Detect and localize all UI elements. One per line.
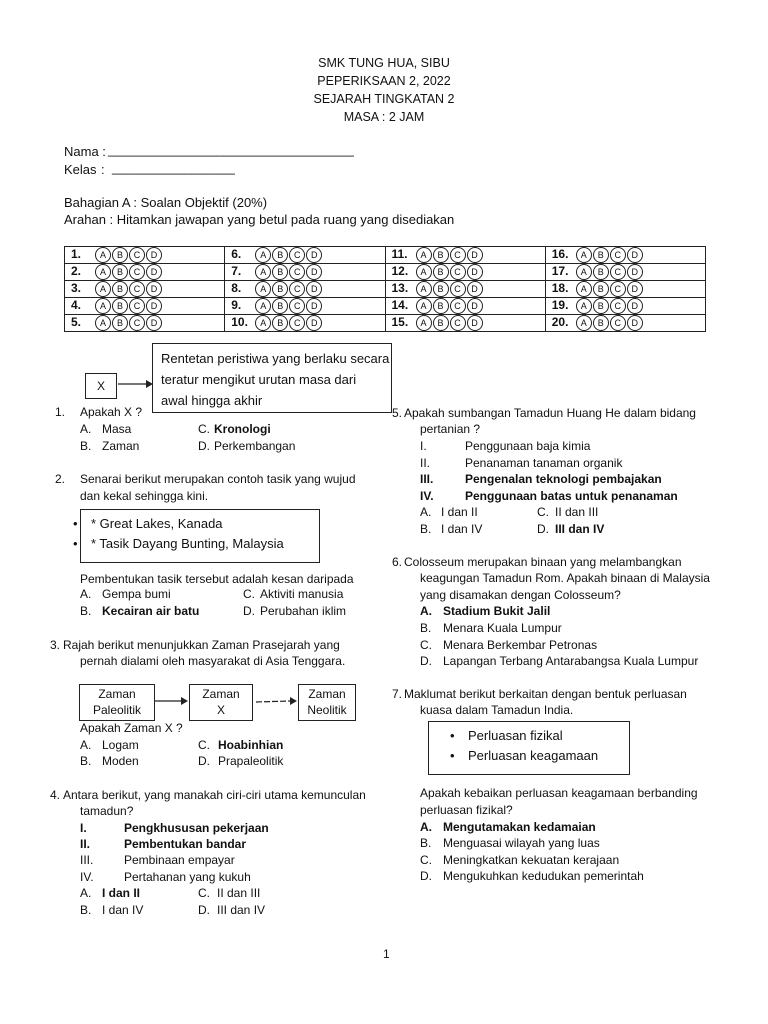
answer-cell: [385, 247, 545, 264]
answer-bubble-d[interactable]: D: [306, 264, 322, 280]
q7-option-b[interactable]: Menguasai wilayah yang luas: [443, 836, 600, 850]
q5-item: Penggunaan baja kimia: [465, 439, 591, 453]
q3-option-b-letter[interactable]: B.: [80, 754, 92, 768]
name-label: Nama :: [64, 144, 106, 159]
question-number: 6.: [231, 247, 242, 262]
q2-option-a-letter[interactable]: A.: [80, 587, 92, 601]
q7-stem: Maklumat berikut berkaitan dengan bentuk perluasan: [404, 687, 687, 701]
q3-option-d-letter[interactable]: D.: [198, 754, 210, 768]
q2-list-item: • * Tasik Dayang Bunting, Malaysia: [91, 536, 284, 552]
q5-item-numeral: IV.: [420, 489, 434, 503]
answer-cell: [65, 264, 225, 281]
answer-bubble-b[interactable]: B: [433, 315, 449, 331]
q4-option-c-letter[interactable]: C.: [198, 886, 210, 900]
q2-prompt: Pembentukan tasik tersebut adalah kesan daripada: [80, 572, 354, 586]
answer-bubble-b[interactable]: B: [433, 247, 449, 263]
q7-option-d-letter[interactable]: D.: [420, 869, 432, 883]
q7-option-a-letter[interactable]: A.: [420, 820, 432, 834]
q3-option-c-letter[interactable]: C.: [198, 738, 210, 752]
q2-list-item: • * Great Lakes, Kanada: [91, 516, 223, 532]
answer-bubble-d[interactable]: D: [306, 247, 322, 263]
q2-option-c-letter[interactable]: C.: [243, 587, 255, 601]
q5-option-b[interactable]: I dan IV: [441, 522, 483, 536]
q3-option-d[interactable]: Prapaleolitik: [218, 754, 284, 768]
answer-bubble-b[interactable]: B: [272, 298, 288, 314]
q4-stem: Antara berikut, yang manakah ciri-ciri utama kemunculan: [63, 788, 366, 802]
question-number: 13.: [391, 281, 409, 296]
q7-stem: kuasa dalam Tamadun India.: [420, 703, 574, 717]
answer-bubble-d[interactable]: D: [146, 281, 162, 297]
period-box-x: [189, 684, 253, 721]
q6-option-a-letter[interactable]: A.: [420, 604, 432, 618]
answer-grid-row: [65, 247, 706, 264]
q4-stem: tamadun?: [80, 804, 134, 818]
q2-option-c[interactable]: Aktiviti manusia: [260, 587, 344, 601]
answer-cell: [225, 298, 385, 315]
q3-option-a[interactable]: Logam: [102, 738, 139, 752]
answer-bubble-d[interactable]: D: [627, 298, 643, 314]
answer-bubble-d[interactable]: D: [467, 247, 483, 263]
q5-option-b-letter[interactable]: B.: [420, 522, 432, 536]
answer-bubble-b[interactable]: B: [593, 298, 609, 314]
answer-bubble-c[interactable]: C: [289, 264, 305, 280]
q1-definition-box: [152, 343, 392, 413]
question-number: 8.: [231, 281, 242, 296]
answer-bubble-d[interactable]: D: [306, 315, 322, 331]
q4-option-c[interactable]: II dan III: [217, 886, 261, 900]
q6-option-c[interactable]: Menara Berkembar Petronas: [443, 638, 598, 652]
answer-bubble-d[interactable]: D: [467, 264, 483, 280]
answer-bubble-c[interactable]: C: [129, 298, 145, 314]
q2-option-b[interactable]: Kecairan air batu: [102, 604, 200, 618]
answer-bubble-b[interactable]: B: [272, 315, 288, 331]
question-number: 15.: [391, 315, 409, 330]
answer-bubble-b[interactable]: B: [112, 298, 128, 314]
q4-item: Pembentukan bandar: [124, 837, 247, 851]
q3-option-c[interactable]: Hoabinhian: [218, 738, 284, 752]
answer-bubble-a[interactable]: A: [576, 281, 592, 297]
q3-option-a-letter[interactable]: A.: [80, 738, 92, 752]
answer-bubble-a[interactable]: A: [255, 281, 271, 297]
q6-option-d[interactable]: Lapangan Terbang Antarabangsa Kuala Lumpur: [443, 654, 699, 668]
q7-number: 7.: [392, 687, 403, 701]
q7-option-d[interactable]: Mengukuhkan kedudukan pemerintah: [443, 869, 644, 883]
q1-number: 1.: [55, 405, 66, 419]
question-number: 11.: [391, 247, 408, 262]
answer-bubble-a[interactable]: A: [576, 264, 592, 280]
q6-number: 6.: [392, 555, 403, 569]
q1-option-d-letter[interactable]: D.: [198, 439, 210, 453]
definition-line: teratur mengikut urutan masa dari: [161, 372, 357, 387]
question-number: 17.: [551, 264, 569, 279]
answer-cell: [65, 247, 225, 264]
exam-name: PEPERIKSAAN 2, 2022: [317, 74, 451, 88]
answer-cell: [65, 315, 225, 332]
q3-arrow-1: [153, 695, 189, 707]
definition-line: Rentetan peristiwa yang berlaku secara: [161, 351, 390, 366]
q3-prompt: Apakah Zaman X ?: [80, 721, 183, 735]
q7-option-a[interactable]: Mengutamakan kedamaian: [443, 820, 596, 834]
answer-bubble-b[interactable]: B: [593, 247, 609, 263]
answer-bubble-b[interactable]: B: [593, 264, 609, 280]
question-number: 18.: [551, 281, 569, 296]
answer-grid-row: [65, 298, 706, 315]
answer-bubble-c[interactable]: C: [129, 281, 145, 297]
class-colon: :: [101, 162, 105, 177]
q6-option-b-letter[interactable]: B.: [420, 621, 432, 635]
x-box: [85, 373, 117, 399]
q5-item: Pengenalan teknologi pembajakan: [465, 472, 662, 486]
answer-bubble-c[interactable]: C: [129, 264, 145, 280]
q6-option-b[interactable]: Menara Kuala Lumpur: [443, 621, 562, 635]
exam-duration: MASA : 2 JAM: [343, 110, 425, 124]
q7-list-item: • Perluasan fizikal: [468, 728, 563, 744]
answer-bubble-a[interactable]: A: [576, 315, 592, 331]
q6-option-c-letter[interactable]: C.: [420, 638, 432, 652]
answer-grid: [64, 246, 706, 332]
answer-cell: [545, 247, 705, 264]
answer-bubble-d[interactable]: D: [627, 281, 643, 297]
answer-bubble-b[interactable]: B: [112, 264, 128, 280]
question-number: 16.: [551, 247, 569, 262]
answer-bubble-b[interactable]: B: [112, 315, 128, 331]
q4-option-b[interactable]: I dan IV: [102, 903, 144, 917]
answer-bubble-c[interactable]: C: [610, 315, 626, 331]
question-number: 12.: [391, 264, 409, 279]
q1-option-a[interactable]: Masa: [102, 422, 132, 436]
period-box-line: Paleolitik: [92, 703, 142, 717]
question-number: 19.: [551, 298, 569, 313]
period-box-line: Neolitik: [307, 703, 347, 717]
q4-option-a-letter[interactable]: A.: [80, 886, 92, 900]
definition-line: awal hingga akhir: [161, 393, 263, 408]
q5-option-d-letter[interactable]: D.: [537, 522, 549, 536]
answer-bubble-c[interactable]: C: [450, 264, 466, 280]
answer-bubble-c[interactable]: C: [610, 264, 626, 280]
answer-bubble-b[interactable]: B: [272, 247, 288, 263]
q7-prompt: Apakah kebaikan perluasan keagamaan berbanding: [420, 786, 698, 800]
answer-cell: [545, 264, 705, 281]
answer-cell: [65, 298, 225, 315]
q5-item: Penggunaan batas untuk penanaman: [465, 489, 678, 503]
q4-item: Pembinaan empayar: [124, 853, 235, 867]
q2-number: 2.: [55, 472, 66, 486]
answer-grid-row: [65, 281, 706, 298]
q4-option-a[interactable]: I dan II: [102, 886, 141, 900]
answer-bubble-a[interactable]: A: [416, 247, 432, 263]
answer-bubble-c[interactable]: C: [450, 247, 466, 263]
q3-number: 3.: [50, 638, 61, 652]
answer-bubble-a[interactable]: A: [416, 298, 432, 314]
answer-bubble-d[interactable]: D: [146, 315, 162, 331]
q5-option-d[interactable]: III dan IV: [555, 522, 605, 536]
class-label: Kelas: [64, 162, 97, 177]
q4-option-d-letter[interactable]: D.: [198, 903, 210, 917]
q5-number: 5.: [392, 406, 403, 420]
answer-bubble-c[interactable]: C: [289, 247, 305, 263]
q4-item-numeral: III.: [80, 853, 94, 867]
section-title: Bahagian A : Soalan Objektif (20%): [64, 195, 268, 210]
answer-bubble-c[interactable]: C: [289, 298, 305, 314]
answer-bubble-a[interactable]: A: [95, 264, 111, 280]
q4-item-numeral: I.: [80, 821, 87, 835]
answer-bubble-c[interactable]: C: [289, 281, 305, 297]
exam-header: [0, 54, 768, 126]
q2-option-b-letter[interactable]: B.: [80, 604, 92, 618]
answer-cell: [385, 298, 545, 315]
answer-cell: [225, 281, 385, 298]
answer-bubble-a[interactable]: A: [95, 281, 111, 297]
q5-item: Penanaman tanaman organik: [465, 456, 623, 470]
answer-bubble-d[interactable]: D: [627, 315, 643, 331]
answer-cell: [545, 298, 705, 315]
answer-bubble-d[interactable]: D: [306, 281, 322, 297]
answer-bubble-c[interactable]: C: [610, 298, 626, 314]
answer-bubble-c[interactable]: C: [129, 315, 145, 331]
page-number: 1: [383, 947, 390, 961]
q5-stem: Apakah sumbangan Tamadun Huang He dalam bidang: [404, 406, 696, 420]
period-box-neolitik: [298, 684, 356, 721]
answer-cell: [65, 281, 225, 298]
answer-bubble-d[interactable]: D: [146, 247, 162, 263]
q5-option-c[interactable]: II dan III: [555, 505, 599, 519]
answer-bubble-c[interactable]: C: [610, 247, 626, 263]
answer-bubble-c[interactable]: C: [289, 315, 305, 331]
answer-cell: [225, 315, 385, 332]
question-number: 1.: [71, 247, 82, 262]
answer-bubble-a[interactable]: A: [255, 298, 271, 314]
q7-option-c-letter[interactable]: C.: [420, 853, 432, 867]
question-number: 9.: [231, 298, 242, 313]
q1-option-d[interactable]: Perkembangan: [214, 439, 296, 453]
q5-item-numeral: III.: [420, 472, 434, 486]
answer-bubble-b[interactable]: B: [433, 264, 449, 280]
answer-bubble-a[interactable]: A: [95, 315, 111, 331]
q4-item-numeral: II.: [80, 837, 91, 851]
q5-option-c-letter[interactable]: C.: [537, 505, 549, 519]
q5-option-a[interactable]: I dan II: [441, 505, 478, 519]
answer-bubble-d[interactable]: D: [146, 298, 162, 314]
q4-item: Pertahanan yang kukuh: [124, 870, 251, 884]
name-line[interactable]: __________________________________: [108, 142, 354, 157]
answer-bubble-a[interactable]: A: [576, 298, 592, 314]
answer-bubble-a[interactable]: A: [416, 315, 432, 331]
answer-bubble-d[interactable]: D: [467, 281, 483, 297]
q1-option-c-letter[interactable]: C.: [198, 422, 210, 436]
q5-item-numeral: I.: [420, 439, 427, 453]
question-number: 20.: [551, 315, 569, 330]
answer-bubble-a[interactable]: A: [416, 264, 432, 280]
q6-option-a[interactable]: Stadium Bukit Jalil: [443, 604, 551, 618]
q1-option-c[interactable]: Kronologi: [214, 422, 271, 436]
q3-option-b[interactable]: Moden: [102, 754, 139, 768]
question-number: 7.: [231, 264, 242, 279]
question-number: 10.: [231, 315, 248, 330]
q7-list-item: • Perluasan keagamaan: [468, 748, 598, 764]
answer-bubble-a[interactable]: A: [416, 281, 432, 297]
answer-bubble-c[interactable]: C: [450, 281, 466, 297]
question-number: 4.: [71, 298, 82, 313]
q7-option-c[interactable]: Meningkatkan kekuatan kerajaan: [443, 853, 620, 867]
q6-stem: keagungan Tamadun Rom. Apakah binaan di Malaysia: [420, 571, 710, 585]
period-box-line: Zaman: [98, 687, 136, 701]
answer-bubble-d[interactable]: D: [467, 315, 483, 331]
question-number: 2.: [71, 264, 82, 279]
answer-bubble-c[interactable]: C: [450, 315, 466, 331]
answer-bubble-b[interactable]: B: [272, 264, 288, 280]
answer-bubble-d[interactable]: D: [627, 264, 643, 280]
answer-bubble-b[interactable]: B: [593, 281, 609, 297]
school-name: SMK TUNG HUA, SIBU: [318, 56, 450, 70]
q2-option-d-letter[interactable]: D.: [243, 604, 255, 618]
answer-bubble-b[interactable]: B: [272, 281, 288, 297]
period-box-line: Zaman: [308, 687, 346, 701]
answer-cell: [225, 264, 385, 281]
answer-cell: [385, 264, 545, 281]
q4-item: Pengkhususan pekerjaan: [124, 821, 269, 835]
q1-arrow: [116, 378, 154, 390]
answer-bubble-a[interactable]: A: [576, 247, 592, 263]
answer-bubble-b[interactable]: B: [112, 281, 128, 297]
q2-option-a[interactable]: Gempa bumi: [102, 587, 171, 601]
q2-stem: dan kekal sehingga kini.: [80, 489, 209, 503]
answer-bubble-d[interactable]: D: [306, 298, 322, 314]
period-box-line: Zaman: [202, 687, 240, 701]
answer-bubble-d[interactable]: D: [146, 264, 162, 280]
q5-item-numeral: II.: [420, 456, 431, 470]
q3-arrow-2: [252, 695, 298, 707]
answer-bubble-d[interactable]: D: [627, 247, 643, 263]
q5-option-a-letter[interactable]: A.: [420, 505, 432, 519]
period-box-paleolitik: [79, 684, 155, 721]
q1-option-b[interactable]: Zaman: [102, 439, 140, 453]
answer-cell: [385, 281, 545, 298]
answer-bubble-a[interactable]: A: [95, 247, 111, 263]
q2-option-d[interactable]: Perubahan iklim: [260, 604, 347, 618]
answer-cell: [545, 281, 705, 298]
answer-bubble-a[interactable]: A: [255, 264, 271, 280]
answer-bubble-b[interactable]: B: [112, 247, 128, 263]
q3-stem: Rajah berikut menunjukkan Zaman Prasejarah yang: [63, 638, 340, 652]
q5-stem: pertanian ?: [420, 422, 481, 436]
q4-option-d[interactable]: III dan IV: [217, 903, 266, 917]
answer-grid-row: [65, 315, 706, 332]
answer-bubble-a[interactable]: A: [95, 298, 111, 314]
answer-grid-row: [65, 264, 706, 281]
q7-option-b-letter[interactable]: B.: [420, 836, 432, 850]
question-number: 14.: [391, 298, 409, 313]
answer-bubble-b[interactable]: B: [433, 298, 449, 314]
answer-cell: [225, 247, 385, 264]
answer-bubble-b[interactable]: B: [433, 281, 449, 297]
subject-name: SEJARAH TINGKATAN 2: [313, 92, 455, 106]
q1-option-b-letter[interactable]: B.: [80, 439, 92, 453]
answer-bubble-c[interactable]: C: [450, 298, 466, 314]
answer-bubble-c[interactable]: C: [610, 281, 626, 297]
question-number: 5.: [71, 315, 82, 330]
period-box-line: X: [216, 703, 225, 717]
q4-option-b-letter[interactable]: B.: [80, 903, 92, 917]
section-instruction: Arahan : Hitamkan jawapan yang betul pada ruang yang disediakan: [64, 212, 455, 227]
q1-option-a-letter[interactable]: A.: [80, 422, 92, 436]
question-number: 3.: [71, 281, 82, 296]
answer-bubble-c[interactable]: C: [129, 247, 145, 263]
q6-stem: yang disamakan dengan Colosseum?: [420, 588, 621, 602]
q7-prompt: perluasan fizikal?: [420, 803, 513, 817]
q4-number: 4.: [50, 788, 61, 802]
answer-cell: [385, 315, 545, 332]
answer-bubble-a[interactable]: A: [255, 247, 271, 263]
q3-stem: pernah dialami oleh masyarakat di Asia Tenggara.: [80, 654, 346, 668]
class-line[interactable]: _________________: [112, 160, 235, 175]
q6-option-d-letter[interactable]: D.: [420, 654, 432, 668]
q4-item-numeral: IV.: [80, 870, 94, 884]
q2-stem: Senarai berikut merupakan contoh tasik yang wujud: [80, 472, 356, 486]
answer-bubble-a[interactable]: A: [255, 315, 271, 331]
q1-stem: Apakah X ?: [80, 405, 143, 419]
answer-bubble-b[interactable]: B: [593, 315, 609, 331]
q6-stem: Colosseum merupakan binaan yang melambangkan: [404, 555, 682, 569]
answer-bubble-d[interactable]: D: [467, 298, 483, 314]
answer-cell: [545, 315, 705, 332]
x-label: X: [96, 379, 105, 393]
